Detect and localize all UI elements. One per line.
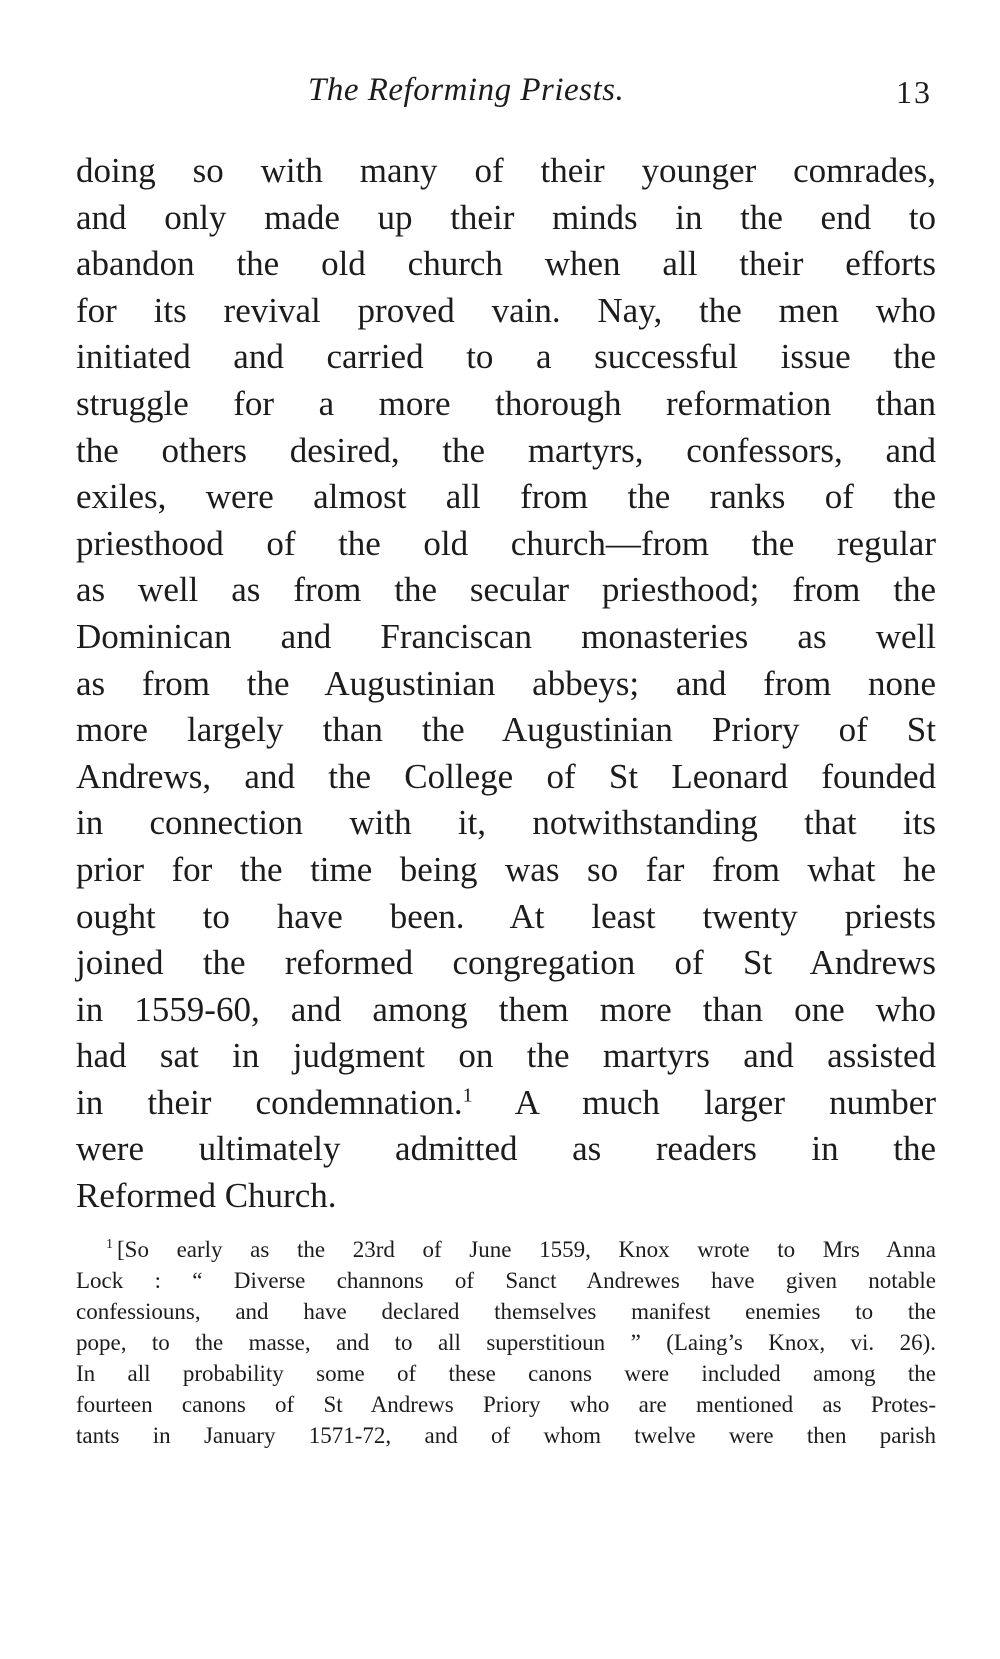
text-line: struggle for a more thorough reformation than [76,383,936,423]
footnote-mark: 1 [106,1237,113,1253]
footnote-text: [So early as the 23rd of June 1559, Knox wrote to Mrs Anna [117,1237,936,1262]
running-header [76,72,936,122]
footnote-line: pope, to the masse, and to all superstitioun ” (Laing’s Knox, vi. 26). [76,1330,936,1355]
text-line: prior for the time being was so far from what he [76,849,936,889]
text-line-with-footnote-ref [76,1080,936,1127]
text-line: doing so with many of their younger comrades, [76,151,936,190]
footnote-line: Lock : “ Diverse channons of Sanct Andrewes have given notable [76,1268,936,1293]
text-line: more largely than the Augustinian Priory of St [76,710,936,750]
page-number: 13 [896,74,932,110]
text-line: joined the reformed congregation of St Andrews [76,943,936,983]
text-line: were ultimately admitted as readers in the [76,1129,936,1169]
text-line: abandon the old church when all their efforts [76,244,936,284]
text-line: for its revival proved vain. Nay, the men who [76,290,936,330]
footnote-line [76,1234,936,1265]
footnote [76,1234,936,1451]
text-line: initiated and carried to a successful issue the [76,337,936,377]
footnote-reference[interactable]: 1 [462,1084,473,1107]
footnote-line: fourteen canons of St Andrews Priory who are mentioned as Protes- [76,1392,936,1417]
text-line: and only made up their minds in the end to [76,197,936,237]
text-line: had sat in judgment on the martyrs and assisted [76,1036,936,1076]
footnote-line: confessiouns, and have declared themselves manifest enemies to the [76,1299,936,1324]
text-line: priesthood of the old church—from the regular [76,523,936,563]
text-line: ought to have been. At least twenty priests [76,896,936,936]
text-segment: A much larger number [472,1082,937,1122]
footnote-line: tants in January 1571-72, and of whom twelve were then parish [76,1423,936,1448]
text-line: in 1559-60, and among them more than one who [76,989,936,1029]
footnote-line: In all probability some of these canons were included among the [76,1361,936,1386]
text-line: exiles, were almost all from the ranks of the [76,477,936,517]
text-line: the others desired, the martyrs, confessors, and [76,430,936,470]
text-line: Andrews, and the College of St Leonard founded [76,756,936,796]
text-line: Dominican and Franciscan monasteries as well [76,616,936,656]
text-segment: in their condemnation. [76,1082,463,1122]
text-line: in connection with it, notwithstanding that its [76,803,936,843]
main-text [76,148,936,1220]
text-line: as well as from the secular priesthood; from the [76,570,936,610]
text-line: as from the Augustinian abbeys; and from none [76,663,936,703]
text-line: Reformed Church. [76,1176,337,1216]
running-title: The Reforming Priests. [308,72,625,108]
